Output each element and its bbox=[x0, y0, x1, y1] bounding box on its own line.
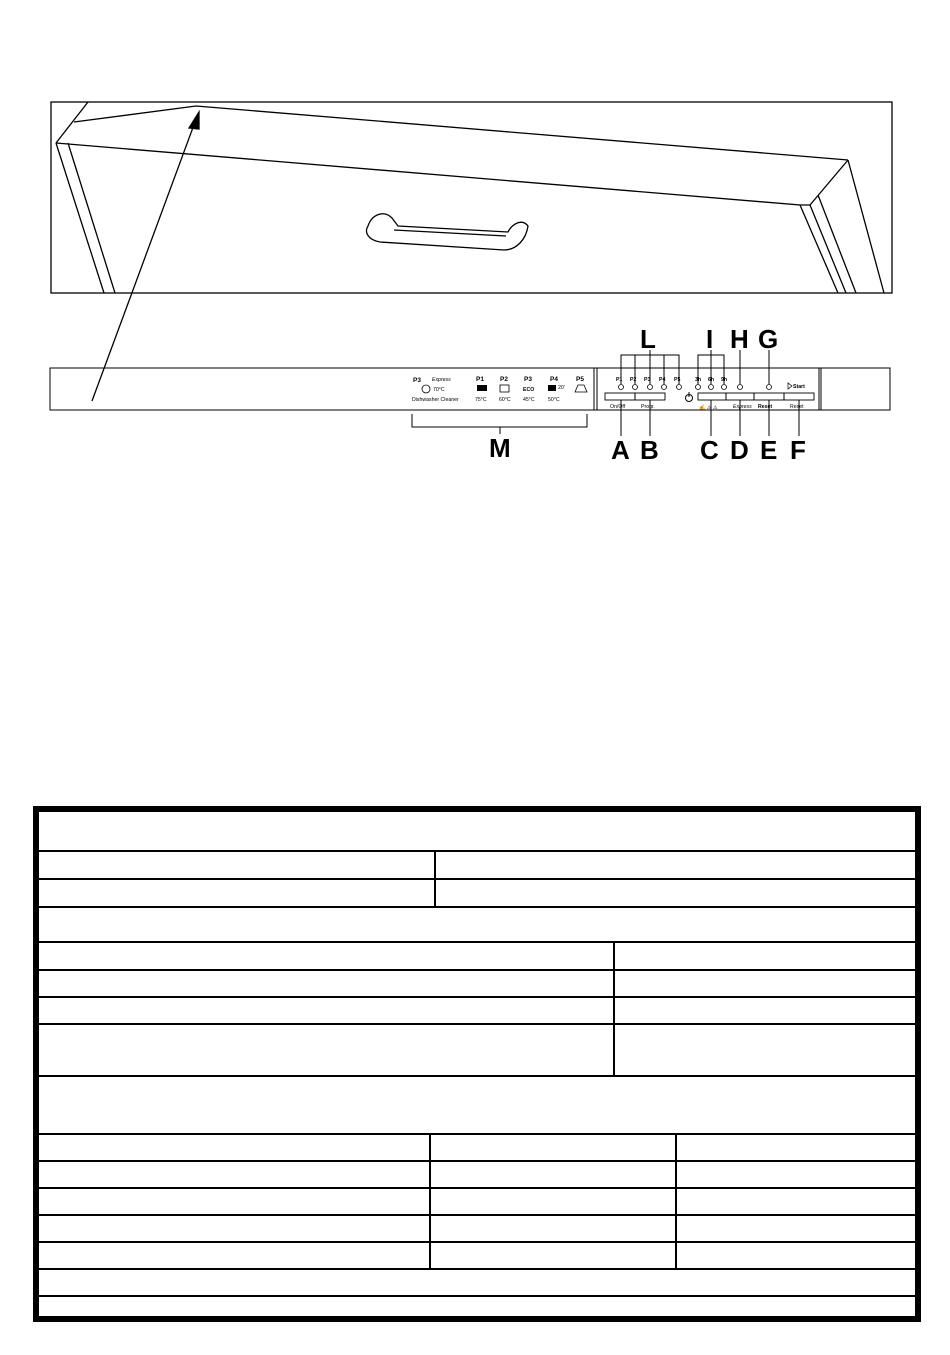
dishwasher-cleaner-icon bbox=[422, 385, 430, 393]
table-cell bbox=[39, 1135, 431, 1160]
led-label-p1: P1 bbox=[616, 377, 623, 383]
prog-p2-temp: 60°C bbox=[499, 397, 511, 403]
prog-p4-badge: 20' bbox=[558, 385, 565, 391]
table-cell bbox=[39, 943, 615, 969]
start-reset-button[interactable] bbox=[784, 393, 814, 400]
led-g bbox=[767, 385, 772, 390]
table-row bbox=[39, 998, 915, 1025]
table-cell bbox=[431, 1135, 677, 1160]
led-p1 bbox=[619, 385, 624, 390]
prog-p5-name: P5 bbox=[576, 376, 584, 383]
table-cell bbox=[39, 1189, 431, 1214]
table-cell bbox=[39, 1216, 431, 1241]
delay-label-6h: 6h bbox=[708, 377, 715, 383]
led-6h bbox=[709, 385, 714, 390]
table-cell bbox=[436, 852, 915, 878]
callout-f: F bbox=[790, 435, 806, 465]
table-cell bbox=[431, 1243, 677, 1268]
callout-d: D bbox=[730, 435, 749, 465]
table-cell bbox=[677, 1135, 915, 1160]
table-cell bbox=[39, 1025, 615, 1075]
table-row bbox=[39, 1270, 915, 1297]
on-off-label: On/Off bbox=[610, 404, 626, 410]
door-handle bbox=[367, 214, 529, 250]
reset-s-button[interactable] bbox=[754, 393, 784, 400]
callout-b: B bbox=[640, 435, 659, 465]
table-cell bbox=[39, 852, 436, 878]
panel-buttons bbox=[605, 393, 814, 400]
table-cell bbox=[677, 1216, 915, 1241]
express-word: Express bbox=[432, 377, 451, 383]
table-row bbox=[39, 1243, 915, 1270]
table-cell bbox=[615, 998, 915, 1023]
table-row bbox=[39, 908, 915, 943]
table-cell bbox=[39, 1270, 915, 1295]
on-off-button[interactable] bbox=[605, 393, 635, 400]
callout-g: G bbox=[758, 324, 779, 354]
table-row bbox=[39, 1189, 915, 1216]
prog-p3-badge: ECO bbox=[523, 387, 535, 393]
door-illustration bbox=[51, 102, 892, 293]
callout-letters bbox=[489, 324, 806, 465]
table-row bbox=[39, 1216, 915, 1243]
led-h bbox=[738, 385, 743, 390]
express-button[interactable] bbox=[726, 393, 754, 400]
table-cell bbox=[39, 908, 915, 941]
table-cell bbox=[431, 1189, 677, 1214]
table-cell bbox=[431, 1216, 677, 1241]
callout-a: A bbox=[611, 435, 630, 465]
delay-icons-label: ✍ ⚠ ⚠ bbox=[699, 405, 718, 411]
prog-p3-name: P3 bbox=[524, 376, 532, 383]
callout-l: L bbox=[640, 324, 656, 354]
led-9h bbox=[722, 385, 727, 390]
led-p4 bbox=[662, 385, 667, 390]
table-cell bbox=[39, 1162, 431, 1187]
door-frame bbox=[51, 102, 892, 293]
prog-p2-name: P2 bbox=[500, 376, 508, 383]
delay-label-9h: 9h bbox=[721, 377, 728, 383]
table-cell bbox=[615, 971, 915, 996]
table-cell bbox=[677, 1243, 915, 1268]
glass-icon bbox=[500, 385, 509, 392]
table-cell bbox=[39, 1243, 431, 1268]
table-row bbox=[39, 852, 915, 880]
prog-p3-temp: 45°C bbox=[523, 397, 535, 403]
pointer-arrow bbox=[92, 112, 199, 401]
led-label-p3: P3 bbox=[644, 377, 651, 383]
table-row bbox=[39, 1297, 915, 1316]
prog-p4-name: P4 bbox=[550, 376, 558, 383]
prog-p4-temp: 50°C bbox=[548, 397, 560, 403]
express-label: Express bbox=[733, 404, 752, 410]
led-p2 bbox=[633, 385, 638, 390]
m-bracket bbox=[412, 414, 587, 434]
led-label-p5: P5 bbox=[674, 377, 681, 383]
table-cell bbox=[677, 1189, 915, 1214]
rapid-icon bbox=[548, 385, 556, 391]
table-cell bbox=[431, 1162, 677, 1187]
table-cell bbox=[39, 880, 436, 906]
delay-label-3h: 3h bbox=[695, 377, 702, 383]
table-cell bbox=[615, 1025, 915, 1075]
table-cell bbox=[39, 971, 615, 996]
table-row bbox=[39, 1162, 915, 1189]
prog-p1-name: P1 bbox=[476, 376, 484, 383]
led-p5 bbox=[677, 385, 682, 390]
table-cell bbox=[39, 1297, 915, 1316]
soak-icon bbox=[575, 385, 587, 392]
reset-label: Reset bbox=[790, 404, 804, 410]
table-cell bbox=[39, 998, 615, 1023]
pot-icon bbox=[477, 385, 487, 391]
table-cell bbox=[615, 943, 915, 969]
play-icon bbox=[788, 383, 792, 389]
button-labels bbox=[610, 383, 805, 411]
power-icon bbox=[686, 392, 693, 402]
program-indicators bbox=[616, 377, 772, 402]
callout-c: C bbox=[700, 435, 719, 465]
callout-m: M bbox=[489, 433, 511, 463]
table-row bbox=[39, 1025, 915, 1077]
progr-button[interactable] bbox=[635, 393, 665, 400]
callout-i: I bbox=[706, 324, 714, 354]
reset-s-label: Reset bbox=[758, 404, 773, 410]
start-label: Start bbox=[793, 384, 805, 390]
table-row bbox=[39, 1135, 915, 1162]
table-row bbox=[39, 971, 915, 998]
callout-e: E bbox=[760, 435, 778, 465]
progr-label: Progr. bbox=[641, 404, 655, 410]
table-cell bbox=[677, 1162, 915, 1187]
led-p3 bbox=[648, 385, 653, 390]
led-3h bbox=[696, 385, 701, 390]
table-cell bbox=[39, 812, 915, 850]
table-cell bbox=[39, 1077, 915, 1133]
table-row bbox=[39, 812, 915, 852]
program-descriptions bbox=[412, 376, 587, 403]
table-cell bbox=[436, 880, 915, 906]
cleaner-temp: 70°C bbox=[433, 387, 445, 393]
led-label-p2: P2 bbox=[630, 377, 637, 383]
prog-p1-temp: 75°C bbox=[475, 397, 487, 403]
table-row bbox=[39, 880, 915, 908]
table-row bbox=[39, 1077, 915, 1135]
table-row bbox=[39, 943, 915, 971]
spec-table bbox=[33, 806, 921, 1322]
p3-express-label: P3 bbox=[413, 377, 421, 384]
dishwasher-cleaner-label: Dishwasher Cleaner bbox=[412, 397, 459, 403]
callout-h: H bbox=[730, 324, 749, 354]
led-label-p4: P4 bbox=[659, 377, 666, 383]
delay-button[interactable] bbox=[698, 393, 726, 400]
